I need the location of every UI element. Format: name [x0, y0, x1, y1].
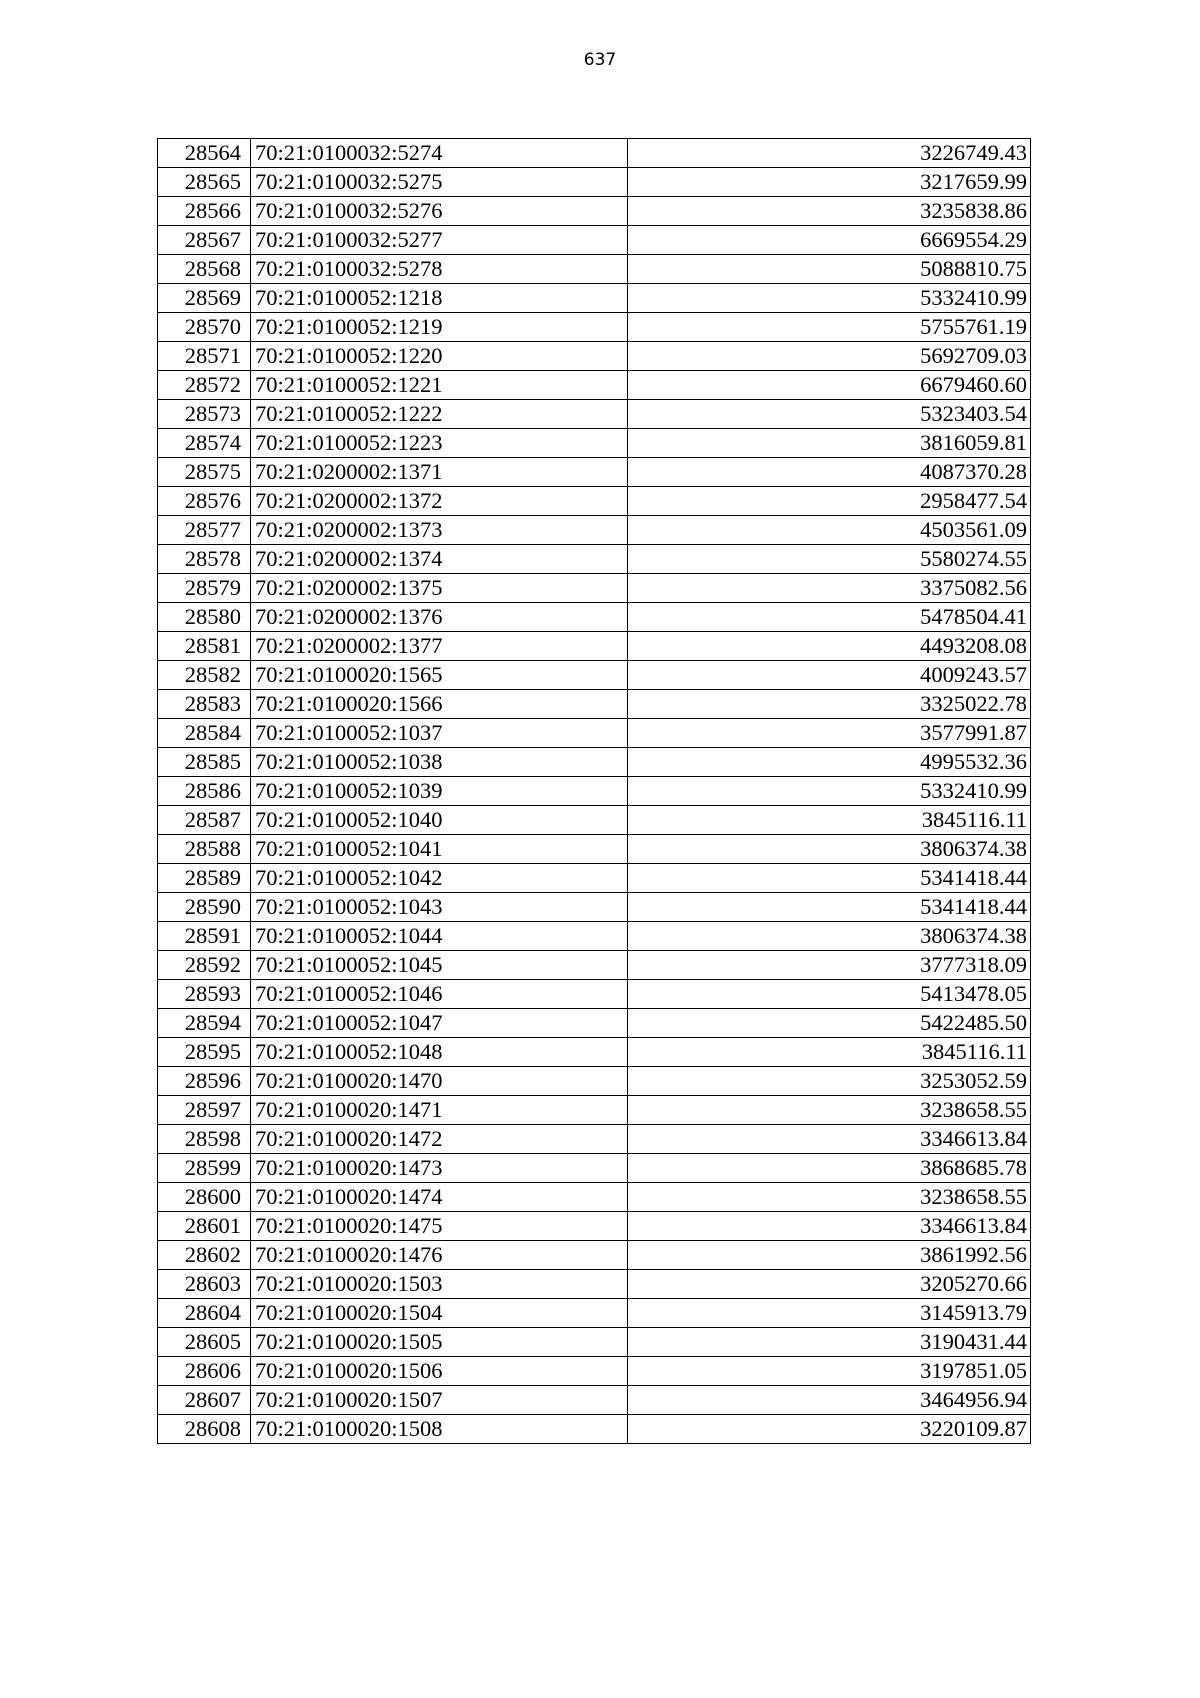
cadastral-number-cell: 70:21:0100020:1508 — [251, 1415, 628, 1444]
table-row — [158, 951, 1031, 980]
table-row — [158, 632, 1031, 661]
cadastral-number-cell: 70:21:0200002:1371 — [251, 458, 628, 487]
cadastral-value-cell: 5088810.75 — [628, 255, 1031, 284]
cadastral-number-cell: 70:21:0100020:1470 — [251, 1067, 628, 1096]
cadastral-value-cell: 5413478.05 — [628, 980, 1031, 1009]
cadastral-number-cell: 70:21:0100052:1041 — [251, 835, 628, 864]
cadastral-value-cell: 2958477.54 — [628, 487, 1031, 516]
cadastral-value-cell: 3845116.11 — [628, 1038, 1031, 1067]
table-row — [158, 1212, 1031, 1241]
row-number-cell: 28587 — [158, 806, 251, 835]
row-number-cell: 28600 — [158, 1183, 251, 1212]
cadastral-value-cell: 5692709.03 — [628, 342, 1031, 371]
row-number-cell: 28588 — [158, 835, 251, 864]
cadastral-value-cell: 6679460.60 — [628, 371, 1031, 400]
row-number-cell: 28605 — [158, 1328, 251, 1357]
cadastral-number-cell: 70:21:0100020:1565 — [251, 661, 628, 690]
cadastral-number-cell: 70:21:0100052:1039 — [251, 777, 628, 806]
row-number-cell: 28571 — [158, 342, 251, 371]
row-number-cell: 28581 — [158, 632, 251, 661]
row-number-cell: 28566 — [158, 197, 251, 226]
table-row — [158, 1357, 1031, 1386]
cadastral-value-cell: 4493208.08 — [628, 632, 1031, 661]
cadastral-value-cell: 3464956.94 — [628, 1386, 1031, 1415]
cadastral-value-cell: 5422485.50 — [628, 1009, 1031, 1038]
cadastral-number-cell: 70:21:0200002:1373 — [251, 516, 628, 545]
table-row — [158, 1009, 1031, 1038]
table-row — [158, 429, 1031, 458]
table-row — [158, 1125, 1031, 1154]
cadastral-value-cell: 5332410.99 — [628, 777, 1031, 806]
cadastral-number-cell: 70:21:0100052:1219 — [251, 313, 628, 342]
cadastral-number-cell: 70:21:0100052:1222 — [251, 400, 628, 429]
cadastral-number-cell: 70:21:0100020:1474 — [251, 1183, 628, 1212]
cadastral-number-cell: 70:21:0100052:1043 — [251, 893, 628, 922]
cadastral-value-cell: 3861992.56 — [628, 1241, 1031, 1270]
cadastral-value-cell: 3145913.79 — [628, 1299, 1031, 1328]
cadastral-value-cell: 3806374.38 — [628, 922, 1031, 951]
table-row — [158, 603, 1031, 632]
table-row — [158, 1270, 1031, 1299]
cadastral-number-cell: 70:21:0200002:1372 — [251, 487, 628, 516]
cadastral-value-cell: 5323403.54 — [628, 400, 1031, 429]
row-number-cell: 28577 — [158, 516, 251, 545]
table-row — [158, 400, 1031, 429]
table-row — [158, 1415, 1031, 1444]
table-row — [158, 342, 1031, 371]
cadastral-number-cell: 70:21:0100052:1048 — [251, 1038, 628, 1067]
row-number-cell: 28602 — [158, 1241, 251, 1270]
cadastral-value-cell: 3205270.66 — [628, 1270, 1031, 1299]
row-number-cell: 28592 — [158, 951, 251, 980]
row-number-cell: 28593 — [158, 980, 251, 1009]
table-row — [158, 1386, 1031, 1415]
row-number-cell: 28574 — [158, 429, 251, 458]
cadastral-value-cell: 3197851.05 — [628, 1357, 1031, 1386]
row-number-cell: 28567 — [158, 226, 251, 255]
cadastral-value-cell: 4995532.36 — [628, 748, 1031, 777]
cadastral-value-cell: 3238658.55 — [628, 1096, 1031, 1125]
table-body — [158, 139, 1031, 1444]
cadastral-number-cell: 70:21:0100020:1506 — [251, 1357, 628, 1386]
table-row — [158, 922, 1031, 951]
row-number-cell: 28595 — [158, 1038, 251, 1067]
row-number-cell: 28584 — [158, 719, 251, 748]
cadastral-number-cell: 70:21:0100020:1473 — [251, 1154, 628, 1183]
cadastral-number-cell: 70:21:0100032:5277 — [251, 226, 628, 255]
row-number-cell: 28606 — [158, 1357, 251, 1386]
table-row — [158, 545, 1031, 574]
row-number-cell: 28603 — [158, 1270, 251, 1299]
table-row — [158, 1241, 1031, 1270]
row-number-cell: 28607 — [158, 1386, 251, 1415]
row-number-cell: 28591 — [158, 922, 251, 951]
cadastral-value-cell: 3777318.09 — [628, 951, 1031, 980]
cadastral-number-cell: 70:21:0100020:1476 — [251, 1241, 628, 1270]
cadastral-value-cell: 3226749.43 — [628, 139, 1031, 168]
table-row — [158, 371, 1031, 400]
page-number: 637 — [583, 50, 617, 70]
table-row — [158, 806, 1031, 835]
row-number-cell: 28583 — [158, 690, 251, 719]
row-number-cell: 28590 — [158, 893, 251, 922]
row-number-cell: 28575 — [158, 458, 251, 487]
row-number-cell: 28601 — [158, 1212, 251, 1241]
cadastral-number-cell: 70:21:0200002:1377 — [251, 632, 628, 661]
cadastral-value-cell: 3238658.55 — [628, 1183, 1031, 1212]
row-number-cell: 28576 — [158, 487, 251, 516]
cadastral-number-cell: 70:21:0200002:1374 — [251, 545, 628, 574]
cadastral-number-cell: 70:21:0100052:1047 — [251, 1009, 628, 1038]
cadastral-number-cell: 70:21:0100052:1038 — [251, 748, 628, 777]
cadastral-value-cell: 3217659.99 — [628, 168, 1031, 197]
cadastral-number-cell: 70:21:0100032:5276 — [251, 197, 628, 226]
table-row — [158, 255, 1031, 284]
row-number-cell: 28608 — [158, 1415, 251, 1444]
cadastral-number-cell: 70:21:0200002:1376 — [251, 603, 628, 632]
table-row — [158, 197, 1031, 226]
cadastral-value-cell: 3220109.87 — [628, 1415, 1031, 1444]
cadastral-value-cell: 3868685.78 — [628, 1154, 1031, 1183]
cadastral-value-cell: 3235838.86 — [628, 197, 1031, 226]
row-number-cell: 28568 — [158, 255, 251, 284]
row-number-cell: 28589 — [158, 864, 251, 893]
cadastral-number-cell: 70:21:0100032:5275 — [251, 168, 628, 197]
table-row — [158, 487, 1031, 516]
table-row — [158, 777, 1031, 806]
cadastral-value-cell: 3806374.38 — [628, 835, 1031, 864]
cadastral-number-cell: 70:21:0100020:1505 — [251, 1328, 628, 1357]
table-row — [158, 835, 1031, 864]
row-number-cell: 28579 — [158, 574, 251, 603]
table-row — [158, 980, 1031, 1009]
table-row — [158, 1183, 1031, 1212]
table-row — [158, 1067, 1031, 1096]
cadastral-value-cell: 3190431.44 — [628, 1328, 1031, 1357]
table-row — [158, 574, 1031, 603]
row-number-cell: 28570 — [158, 313, 251, 342]
table-row — [158, 1328, 1031, 1357]
row-number-cell: 28564 — [158, 139, 251, 168]
row-number-cell: 28594 — [158, 1009, 251, 1038]
row-number-cell: 28565 — [158, 168, 251, 197]
cadastral-number-cell: 70:21:0100052:1218 — [251, 284, 628, 313]
cadastral-value-table — [157, 138, 1031, 1444]
row-number-cell: 28569 — [158, 284, 251, 313]
cadastral-value-cell: 4503561.09 — [628, 516, 1031, 545]
cadastral-number-cell: 70:21:0100052:1220 — [251, 342, 628, 371]
row-number-cell: 28598 — [158, 1125, 251, 1154]
cadastral-number-cell: 70:21:0100052:1040 — [251, 806, 628, 835]
table-row — [158, 661, 1031, 690]
table-row — [158, 719, 1031, 748]
cadastral-number-cell: 70:21:0100032:5278 — [251, 255, 628, 284]
cadastral-table-container — [157, 138, 1031, 1444]
table-row — [158, 1154, 1031, 1183]
cadastral-value-cell: 5478504.41 — [628, 603, 1031, 632]
table-row — [158, 1096, 1031, 1125]
cadastral-number-cell: 70:21:0100020:1507 — [251, 1386, 628, 1415]
row-number-cell: 28573 — [158, 400, 251, 429]
table-row — [158, 284, 1031, 313]
row-number-cell: 28585 — [158, 748, 251, 777]
cadastral-number-cell: 70:21:0100020:1472 — [251, 1125, 628, 1154]
table-row — [158, 139, 1031, 168]
cadastral-number-cell: 70:21:0100052:1221 — [251, 371, 628, 400]
cadastral-value-cell: 3325022.78 — [628, 690, 1031, 719]
cadastral-value-cell: 5332410.99 — [628, 284, 1031, 313]
row-number-cell: 28582 — [158, 661, 251, 690]
table-row — [158, 893, 1031, 922]
cadastral-number-cell: 70:21:0100020:1471 — [251, 1096, 628, 1125]
row-number-cell: 28572 — [158, 371, 251, 400]
cadastral-value-cell: 3346613.84 — [628, 1125, 1031, 1154]
cadastral-value-cell: 3577991.87 — [628, 719, 1031, 748]
table-row — [158, 516, 1031, 545]
cadastral-number-cell: 70:21:0100052:1046 — [251, 980, 628, 1009]
cadastral-value-cell: 3253052.59 — [628, 1067, 1031, 1096]
row-number-cell: 28599 — [158, 1154, 251, 1183]
cadastral-number-cell: 70:21:0100020:1503 — [251, 1270, 628, 1299]
row-number-cell: 28597 — [158, 1096, 251, 1125]
cadastral-number-cell: 70:21:0100020:1475 — [251, 1212, 628, 1241]
table-row — [158, 1038, 1031, 1067]
cadastral-value-cell: 5755761.19 — [628, 313, 1031, 342]
row-number-cell: 28586 — [158, 777, 251, 806]
cadastral-number-cell: 70:21:0100032:5274 — [251, 139, 628, 168]
cadastral-number-cell: 70:21:0100052:1044 — [251, 922, 628, 951]
table-row — [158, 168, 1031, 197]
table-row — [158, 864, 1031, 893]
cadastral-value-cell: 4009243.57 — [628, 661, 1031, 690]
cadastral-value-cell: 3845116.11 — [628, 806, 1031, 835]
table-row — [158, 226, 1031, 255]
cadastral-number-cell: 70:21:0100052:1045 — [251, 951, 628, 980]
cadastral-value-cell: 3375082.56 — [628, 574, 1031, 603]
table-row — [158, 690, 1031, 719]
table-row — [158, 313, 1031, 342]
cadastral-number-cell: 70:21:0100052:1037 — [251, 719, 628, 748]
cadastral-number-cell: 70:21:0100052:1042 — [251, 864, 628, 893]
cadastral-value-cell: 3816059.81 — [628, 429, 1031, 458]
cadastral-number-cell: 70:21:0100020:1504 — [251, 1299, 628, 1328]
row-number-cell: 28604 — [158, 1299, 251, 1328]
table-row — [158, 458, 1031, 487]
cadastral-number-cell: 70:21:0100020:1566 — [251, 690, 628, 719]
row-number-cell: 28580 — [158, 603, 251, 632]
cadastral-value-cell: 6669554.29 — [628, 226, 1031, 255]
cadastral-number-cell: 70:21:0200002:1375 — [251, 574, 628, 603]
cadastral-value-cell: 4087370.28 — [628, 458, 1031, 487]
cadastral-value-cell: 3346613.84 — [628, 1212, 1031, 1241]
cadastral-value-cell: 5580274.55 — [628, 545, 1031, 574]
table-row — [158, 748, 1031, 777]
cadastral-number-cell: 70:21:0100052:1223 — [251, 429, 628, 458]
cadastral-value-cell: 5341418.44 — [628, 864, 1031, 893]
table-row — [158, 1299, 1031, 1328]
cadastral-value-cell: 5341418.44 — [628, 893, 1031, 922]
row-number-cell: 28596 — [158, 1067, 251, 1096]
row-number-cell: 28578 — [158, 545, 251, 574]
